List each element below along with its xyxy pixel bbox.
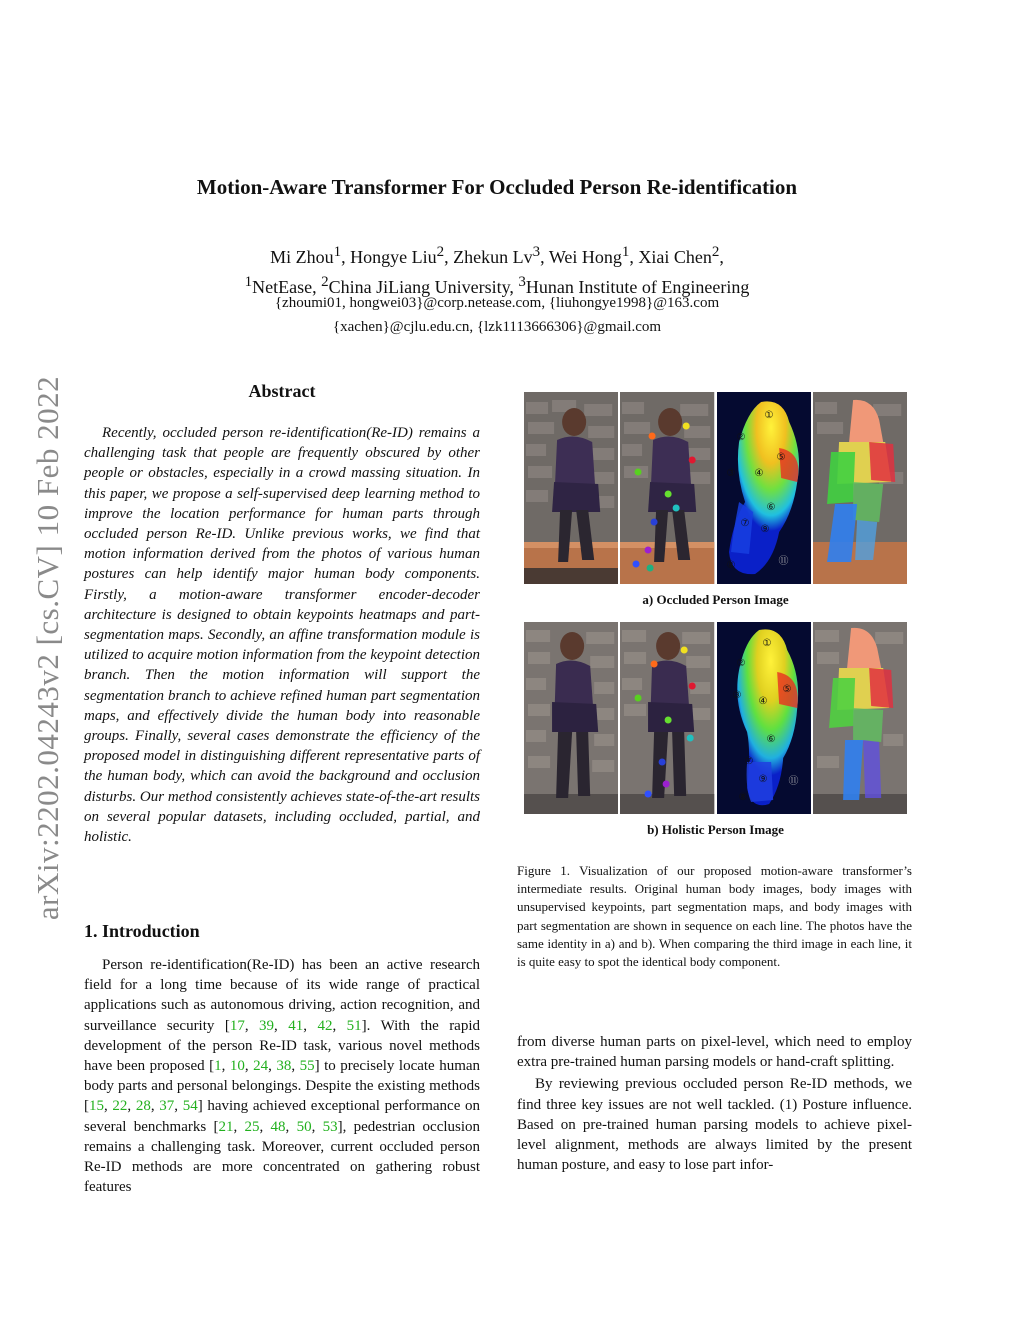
abstract-heading: Abstract (248, 381, 316, 401)
part-label: ① (764, 410, 774, 421)
part-label: ⑪ (788, 776, 799, 787)
citation-link[interactable]: 15 (89, 1098, 104, 1115)
citation-link[interactable]: 48 (270, 1118, 286, 1135)
citation-group-3: 15, 22, 28, 37, 54 (89, 1098, 198, 1115)
citation-link[interactable]: 50 (296, 1118, 312, 1135)
citation-link[interactable]: 55 (299, 1058, 315, 1075)
overlay-image-holistic (813, 622, 907, 814)
part-label: ⑧ (738, 792, 748, 803)
part-label: ⑤ (776, 452, 786, 463)
part-label: ⑦ (744, 756, 754, 767)
part-label: ⑤ (782, 684, 792, 695)
citation-link[interactable]: 28 (135, 1098, 151, 1115)
intro-heading: 1. Introduction (84, 921, 200, 941)
part-label: ⑧ (726, 560, 736, 571)
author-list: Mi Zhou$^1$, Hongye Liu$^2$, Zhekun Lv$^3$, Wei Hong$^1$, Xiai Chen$^2$, (270, 244, 724, 267)
part-label: ① (762, 638, 772, 649)
citation-link[interactable]: 1 (214, 1058, 222, 1075)
right-column-text (517, 1032, 912, 1175)
citation-link[interactable]: 25 (244, 1118, 260, 1135)
part-label: ④ (754, 468, 764, 479)
citation-group-2: 1, 10, 24, 38, 55 (214, 1058, 315, 1075)
citation-link[interactable]: 17 (229, 1017, 245, 1034)
intro-text: Person re-identification(Re-ID) has been an active research field for a long time because of its wide range of practical applications such as autonomous driving, action recognition, and surveillance security [17, 39, 41, 42, 51]. With the rapid development of the person Re-ID task, various novel methods have been proposed [1, 10, 24, 38, 55] to precisely locate human body parts and personal belongings. Despite the existing methods [15, 22, 28, 37, 54] having achieved exceptional performance on several benchmarks [21, 25, 48, 50, 53], pedestrian occlusion remains a challenging task. Moreover, current occluded person Re-ID methods are more concentrated on gathering robust features (84, 957, 481, 1196)
original-image-holistic (524, 622, 618, 814)
part-label: ⑥ (766, 734, 776, 745)
overlay-image-occluded (813, 392, 907, 584)
subcaption-holistic: b) Holistic Person Image (647, 822, 784, 837)
part-label: ③ (726, 468, 736, 479)
paper-title: Motion-Aware Transformer For Occluded Person Re-identification (196, 175, 798, 199)
abstract-text: Recently, occluded person re-identification(Re-ID) remains a challenging task that people are frequently obscured by other people or obstacles, especially in a crowd massing situation. In this paper, we propose a self-supervised deep learning method to improve the location performance for human parts through occluded person Re-ID. Unlike previous works, we find that motion information derived from the photos of various human postures can help identify major human body components. Firstly, a motion-aware transformer encoder-decoder architecture is designed to obtain keypoints heatmaps and part-segmentation maps. Secondly, an affine transformation module is utilized to acquire motion information from the keypoint detection branch. Then the motion information will support the segmentation branch to achieve refined human part segmentation maps, and effectively divide the human body into reasonable groups. Finally, several cases demonstrate the efficiency of the proposed model in distinguishing different representative parts of the human body, which can avoid the background and occlusion disturbs. Our method consistently achieves state-of-the-art results on several popular datasets, including occluded, partial, and holistic. (84, 425, 480, 846)
subcaption-occluded: a) Occluded Person Image (642, 592, 789, 607)
citation-link[interactable]: 10 (229, 1058, 245, 1075)
citation-link[interactable]: 22 (112, 1098, 128, 1115)
keypoint-image-occluded (620, 392, 714, 584)
original-image-occluded (524, 392, 618, 584)
citation-link[interactable]: 38 (276, 1058, 292, 1075)
part-label: ② (736, 432, 746, 443)
citation-group-4: 21, 25, 48, 50, 53 (218, 1118, 338, 1135)
part-label: ② (736, 658, 746, 669)
citation-link[interactable]: 51 (346, 1017, 362, 1034)
figure-row-holistic (524, 622, 907, 814)
citation-group-1: 17, 39, 41, 42, 51 (229, 1017, 362, 1034)
segmentation-map-holistic (717, 622, 811, 814)
citation-link[interactable]: 24 (253, 1058, 269, 1075)
part-label: ⑪ (778, 556, 789, 567)
arxiv-side-label (28, 350, 68, 945)
citation-link[interactable]: 41 (288, 1017, 304, 1034)
citation-link[interactable]: 21 (218, 1118, 234, 1135)
part-label: ⑦ (740, 518, 750, 529)
email-block (100, 291, 894, 339)
part-label: ④ (758, 696, 768, 707)
part-label: ⑥ (766, 502, 776, 513)
citation-link[interactable]: 53 (322, 1118, 338, 1135)
arxiv-id: arXiv:2202.04243v2 [cs.CV] 10 Feb 2022 (30, 375, 65, 920)
email-line-2: {xachen}@cjlu.edu.cn, {lzk1113666306}@gmail.com (332, 319, 662, 335)
part-label: ⑨ (758, 774, 768, 785)
part-label-layer (717, 392, 811, 584)
paragraph: from diverse human parts on pixel-level, which need to employ extra pre-trained human parsing models or hand-craft splitting. (517, 1034, 912, 1071)
figure-row-occluded (524, 392, 907, 584)
citation-link[interactable]: 39 (259, 1017, 275, 1034)
citation-link[interactable]: 37 (159, 1098, 175, 1115)
segmentation-map-occluded (717, 392, 811, 584)
part-label-layer (717, 622, 811, 814)
citation-link[interactable]: 54 (182, 1098, 198, 1115)
citation-link[interactable]: 42 (317, 1017, 333, 1034)
affiliation-list: $^1$NetEase, $^2$China JiLiang University, $^3$Hunan Institute of Engineering (244, 274, 750, 297)
figure-caption: Figure 1. Visualization of our proposed motion-aware transformer’s intermediate results. Original human body images, body images with unsupervised keypoints, part segmentation maps, and body images with part segmentation are shown in sequence on each line. The photos have the same identity in a) and b). When comparing the third image in each line, it is quite easy to spot the identical body component. (517, 863, 912, 970)
paragraph: By reviewing previous occluded person Re-ID methods, we find three key issues are not well tackled. (1) Posture influence. Based on pre-trained human parsing models to achieve pixel-level alignment, methods are always limited by the present human posture, and easy to lose part infor- (517, 1076, 912, 1174)
keypoint-image-holistic (620, 622, 714, 814)
part-label: ③ (732, 690, 742, 701)
part-label: ⑨ (760, 524, 770, 535)
email-line-1: {zhoumi01, hongwei03}@corp.netease.com, {liuhongye1998}@163.com (274, 295, 720, 311)
